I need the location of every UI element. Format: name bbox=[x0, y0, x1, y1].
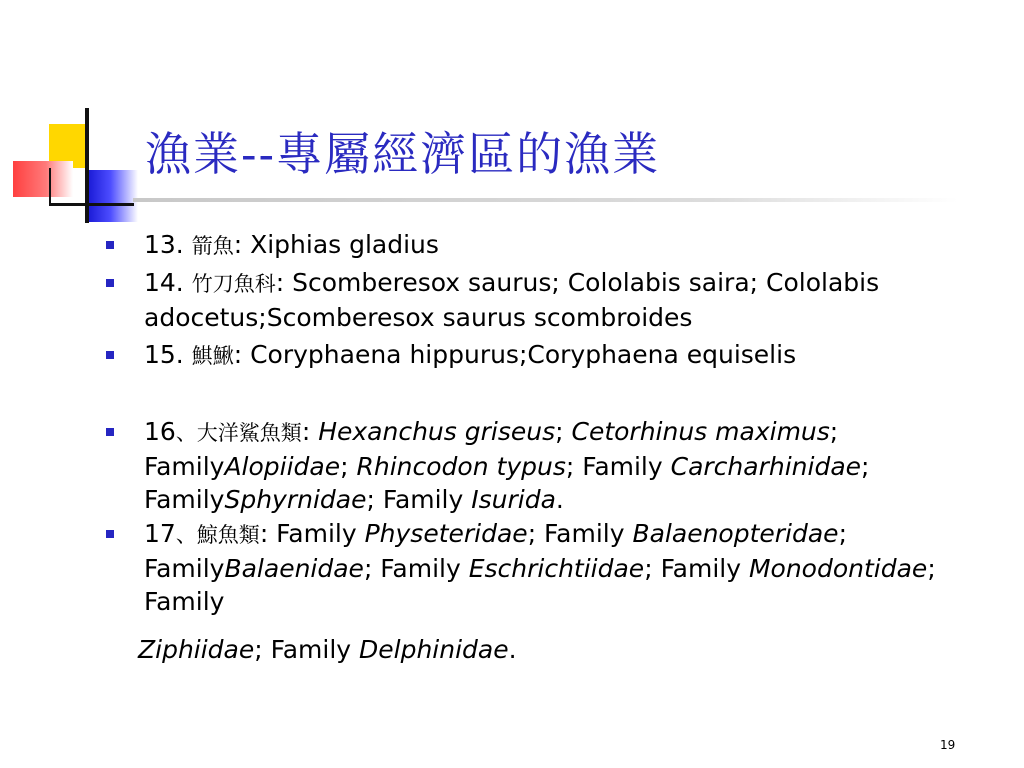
text-segment: . bbox=[555, 485, 564, 514]
bullet-number: 13. bbox=[144, 230, 184, 259]
text-segment: ; Family bbox=[144, 554, 936, 616]
italic-name: Balaenidae bbox=[224, 554, 364, 583]
text-segment: ; Family bbox=[363, 554, 469, 583]
bullet-square bbox=[106, 279, 114, 287]
italic-name: Monodontidae bbox=[748, 554, 928, 583]
chinese-name: 、鯨魚類 bbox=[175, 523, 260, 547]
horizontal-line bbox=[49, 203, 134, 206]
chinese-name: 竹刀魚科 bbox=[191, 272, 276, 296]
chinese-name: 鯕鰍 bbox=[191, 344, 234, 368]
vertical-line-short bbox=[49, 168, 51, 204]
italic-name: Hexanchus griseus bbox=[318, 417, 556, 446]
italic-name: Cetorhinus maximus bbox=[571, 417, 830, 446]
scientific-names: : Scomberesox saurus; Cololabis saira; Cololabis adocetus;Scomberesox saurus scombroides bbox=[144, 268, 880, 332]
text-segment: ; Family bbox=[527, 519, 633, 548]
bullet-item bbox=[106, 415, 966, 516]
italic-name: Carcharhinidae bbox=[670, 452, 862, 481]
text-segment: ; Family bbox=[644, 554, 749, 583]
text-segment: . bbox=[508, 635, 517, 664]
bullet-square bbox=[106, 428, 114, 436]
red-square bbox=[13, 161, 73, 197]
text-segment: ; bbox=[340, 452, 357, 481]
text-segment: ; Family bbox=[144, 417, 839, 481]
text-segment: ; Family bbox=[144, 452, 870, 514]
chinese-name: 箭魚 bbox=[191, 234, 234, 258]
bullet-number: 15. bbox=[144, 340, 184, 369]
page-number: 19 bbox=[940, 738, 956, 752]
bullet-number: 14. bbox=[144, 268, 184, 297]
italic-name: Delphinidae bbox=[359, 635, 509, 664]
title-underline bbox=[133, 198, 958, 202]
blue-square bbox=[88, 170, 138, 222]
bullet-square bbox=[106, 351, 114, 359]
slide-title: 漁業--專屬經濟區的漁業 bbox=[145, 127, 661, 181]
text-segment: ; Family bbox=[254, 635, 360, 664]
bullet-square bbox=[106, 530, 114, 538]
italic-name: Isurida bbox=[471, 485, 556, 514]
bullet-item bbox=[106, 338, 966, 373]
text-segment: ; Family bbox=[144, 519, 847, 583]
italic-name: Sphyrnidae bbox=[224, 485, 367, 514]
continuation-line bbox=[106, 633, 966, 666]
text-segment: : bbox=[301, 417, 319, 446]
text-segment: ; Family bbox=[565, 452, 671, 481]
bullet-number: 17 bbox=[144, 519, 176, 548]
bullet-list bbox=[106, 228, 966, 666]
chinese-name: 、大洋鯊魚類 bbox=[175, 421, 302, 445]
bullet-square bbox=[106, 241, 114, 249]
bullet-item bbox=[106, 266, 966, 334]
bullet-number: 16 bbox=[144, 417, 176, 446]
italic-name: Ziphiidae bbox=[138, 635, 255, 664]
italic-name: Alopiidae bbox=[224, 452, 341, 481]
italic-name: Eschrichtiidae bbox=[468, 554, 645, 583]
bullet-item bbox=[106, 517, 966, 618]
text-segment: ; Family bbox=[366, 485, 472, 514]
slide-logo-decoration bbox=[0, 0, 150, 240]
italic-name: Balaenopteridae bbox=[632, 519, 839, 548]
text-segment: : Family bbox=[259, 519, 365, 548]
text-segment: ; bbox=[555, 417, 572, 446]
italic-name: Rhincodon typus bbox=[356, 452, 566, 481]
italic-name: Physeteridae bbox=[364, 519, 528, 548]
bullet-item bbox=[106, 228, 966, 263]
scientific-names: : Xiphias gladius bbox=[233, 230, 439, 259]
scientific-names: : Coryphaena hippurus;Coryphaena equiselis bbox=[233, 340, 797, 369]
